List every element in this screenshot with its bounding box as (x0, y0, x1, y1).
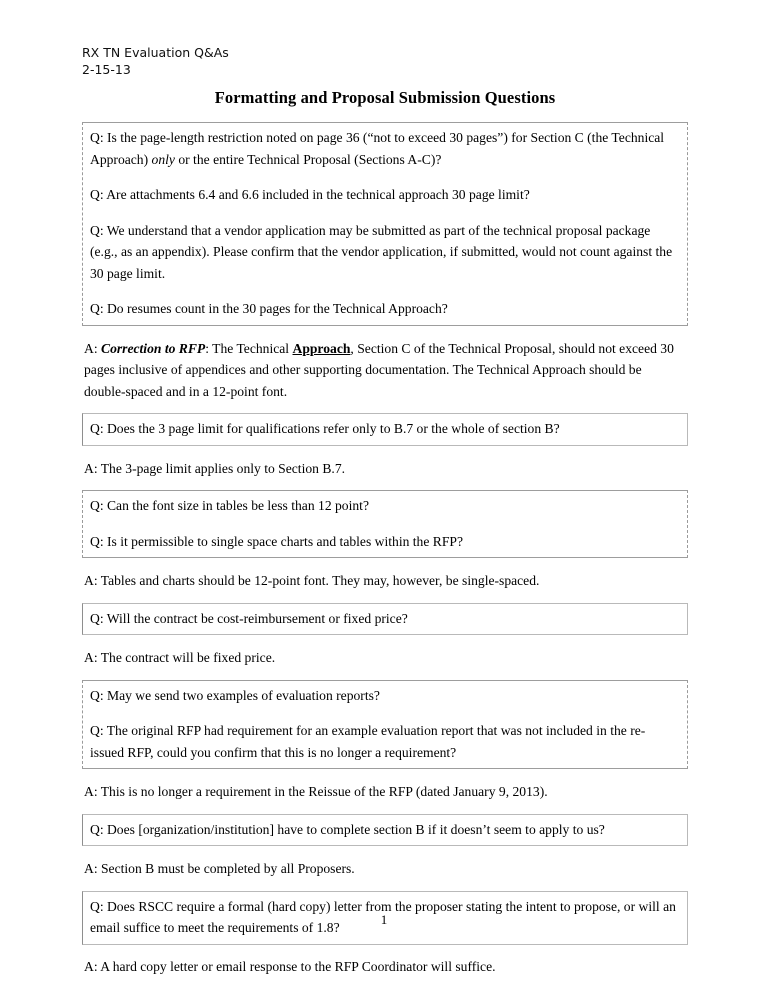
answer-6: A: Section B must be completed by all Proposers. (84, 861, 355, 876)
header-line-date: 2-15-13 (82, 62, 131, 77)
answer-correction-label: Correction to RFP (101, 340, 206, 356)
question-item: Q: Is it permissible to single space charts and tables within the RFP? (90, 533, 464, 549)
question-group-3 (82, 490, 688, 558)
question-group-4 (82, 603, 688, 636)
question-item: Q: We understand that a vendor application may be submitted as part of the technical proposal package (e.g., as an appendix). Please confirm that the vendor application, if submitted, would not count against the 30 page limit. (90, 222, 673, 281)
question-item: Q: Does [organization/institution] have to complete section B if it doesn’t seem to apply to us? (90, 821, 605, 837)
answer-5: A: This is no longer a requirement in the Reissue of the RFP (dated January 9, 2013). (84, 784, 548, 799)
page-number: 1 (380, 912, 388, 927)
document-header (82, 44, 688, 78)
question-text-part: or the entire Technical Proposal (Sections A-C)? (174, 151, 442, 167)
question-item: Q: Does the 3 page limit for qualifications refer only to B.7 or the whole of section B? (90, 421, 560, 436)
answer-emphasis-approach: Approach (292, 340, 351, 356)
question-item: Q: Does RSCC require a formal (hard copy) letter from the proposer stating the intent to propose, or will an email suffice to meet the requirements of 1.8? (90, 898, 676, 935)
page-title: Formatting and Proposal Submission Questions (214, 88, 556, 107)
answer-3: A: Tables and charts should be 12-point font. They may, however, be single-spaced. (84, 573, 540, 588)
question-item: Q: Are attachments 6.4 and 6.6 included in the technical approach 30 page limit? (90, 187, 530, 202)
question-item: Q: May we send two examples of evaluation reports? (90, 687, 380, 703)
document-body (82, 122, 688, 977)
question-text-part: Q: Is the page-length restriction noted on page 36 (“not to exceed 30 pages”) for Section C (the Technical Approach) (90, 130, 665, 167)
question-group-5 (82, 680, 688, 770)
answer-lead: A: (84, 340, 101, 356)
answer-7: A: A hard copy letter or email response to the RFP Coordinator will suffice. (84, 958, 496, 974)
answer-text-part: : The Technical (205, 340, 293, 356)
question-group-6 (82, 814, 688, 847)
question-text-emphasis: only (151, 151, 175, 167)
question-item: Q: Can the font size in tables be less than 12 point? (90, 498, 369, 513)
question-item: Q: Do resumes count in the 30 pages for the Technical Approach? (90, 301, 448, 316)
answer-1 (83, 338, 688, 403)
question-item (90, 127, 679, 170)
answer-text-part: , Section C of the Technical Proposal, should not exceed 30 pages inclusive of appendices and other supporting documentation. The Technical Approach should be double-spaced and in a 12-point font. (84, 340, 674, 399)
answer-2: A: The 3-page limit applies only to Section B.7. (84, 460, 346, 476)
question-item: Q: The original RFP had requirement for an example evaluation report that was not included in the re-issued RFP, could you confirm that this is no longer a requirement? (90, 723, 646, 760)
question-item: Q: Will the contract be cost-reimbursement or fixed price? (90, 610, 408, 626)
answer-4: A: The contract will be fixed price. (84, 650, 276, 665)
question-group-2 (82, 413, 688, 446)
question-group-1 (82, 122, 688, 326)
header-line-title: RX TN Evaluation Q&As (82, 45, 229, 60)
